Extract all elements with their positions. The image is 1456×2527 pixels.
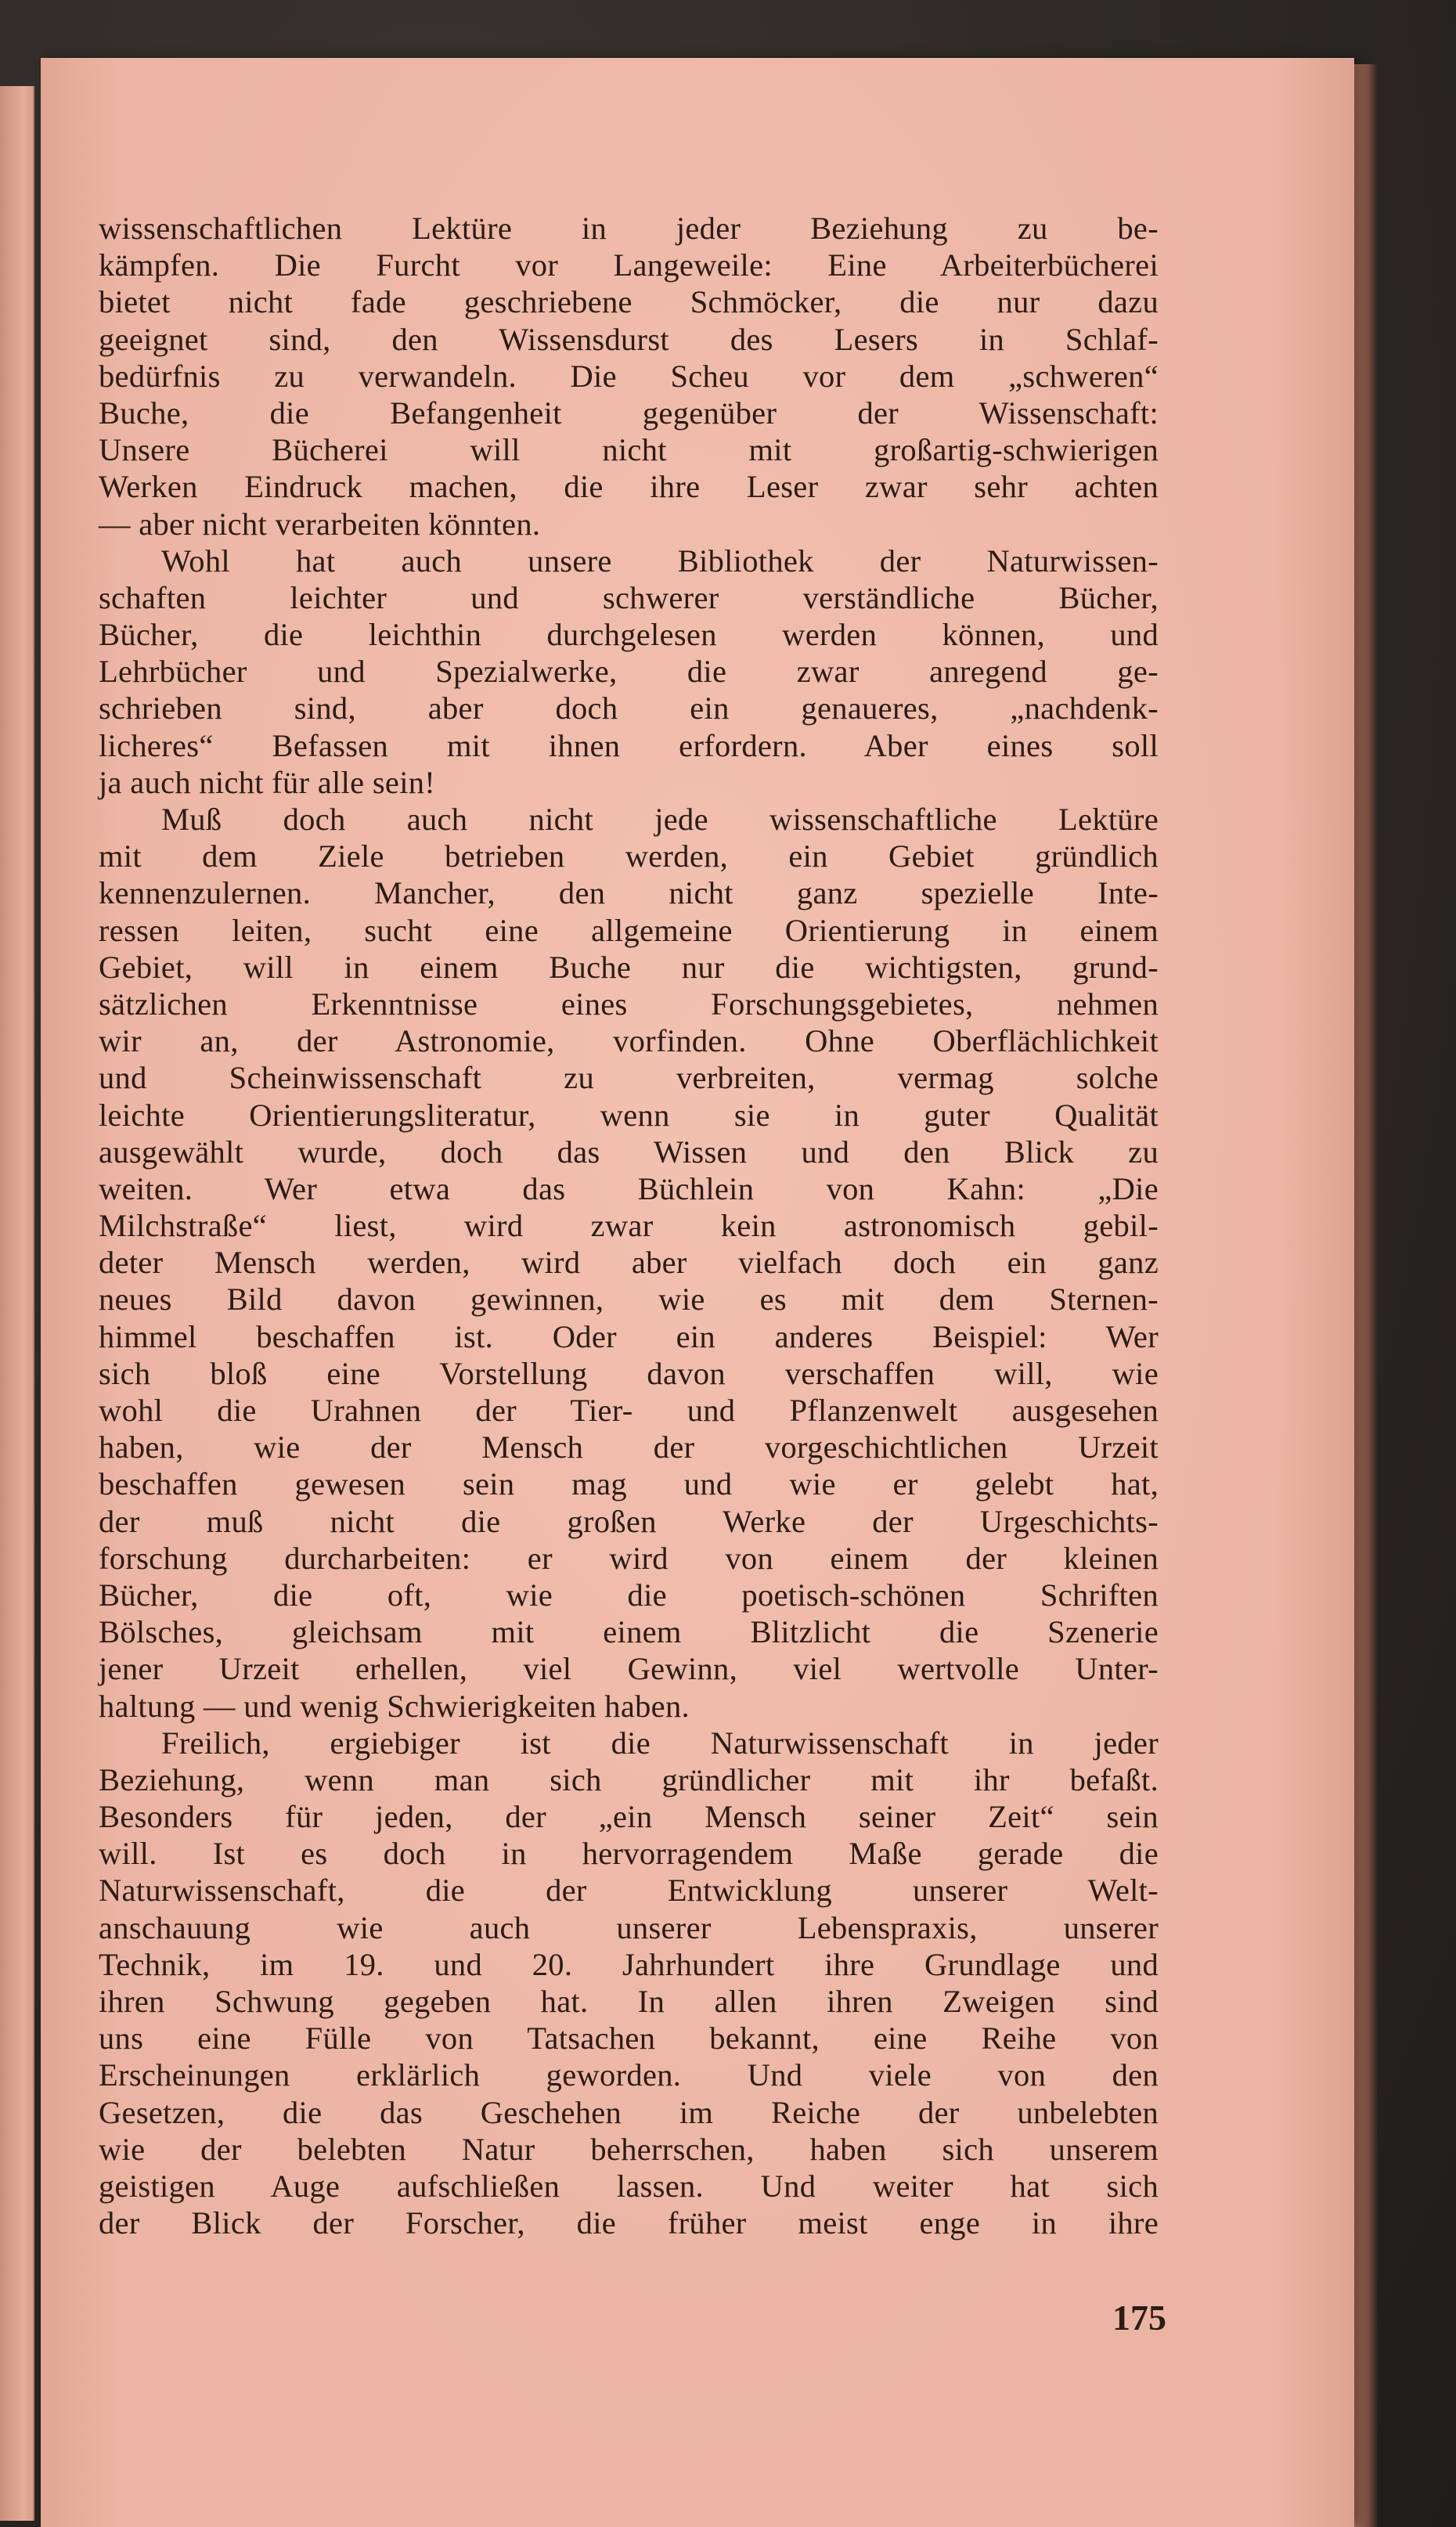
text-line: mit dem Ziele betrieben werden, ein Gebiet gründlich bbox=[99, 838, 1159, 874]
text-line: Erscheinungen erklärlich geworden. Und viele von den bbox=[99, 2057, 1159, 2093]
text-line: Beziehung, wenn man sich gründlicher mit ihr befaßt. bbox=[99, 1761, 1159, 1797]
text-line: ja auch nicht für alle sein! bbox=[99, 764, 436, 800]
text-line: Technik, im 19. und 20. Jahrhundert ihre Grundlage und bbox=[99, 1946, 1159, 1982]
text-line: uns eine Fülle von Tatsachen bekannt, eine Reihe von bbox=[99, 2021, 1159, 2057]
text-line: der muß nicht die großen Werke der Urgeschichts- bbox=[99, 1503, 1159, 1539]
text-line: bedürfnis zu verwandeln. Die Scheu vor dem „schweren“ bbox=[99, 358, 1159, 394]
text-line: wohl die Urahnen der Tier- und Pflanzenwelt ausgesehen bbox=[99, 1393, 1159, 1428]
text-line: licheres“ Befassen mit ihnen erfordern. Aber eines soll bbox=[99, 727, 1159, 763]
text-line: Werken Eindruck machen, die ihre Leser zwar sehr achten bbox=[99, 469, 1159, 505]
paragraph-start-line: Freilich, ergiebiger ist die Naturwissenschaft in jeder bbox=[161, 1725, 1159, 1761]
text-line: wissenschaftlichen Lektüre in jeder Beziehung zu be- bbox=[99, 211, 1159, 246]
text-line: Bölsches, gleichsam mit einem Blitzlicht die Szenerie bbox=[99, 1614, 1159, 1650]
text-line: schrieben sind, aber doch ein genaueres, „nachdenk- bbox=[99, 690, 1159, 726]
paragraph-start-line: Wohl hat auch unsere Bibliothek der Naturwissen- bbox=[161, 543, 1159, 579]
text-line: forschung durcharbeiten: er wird von einem der kleinen bbox=[99, 1540, 1159, 1576]
text-line: himmel beschaffen ist. Oder ein anderes Beispiel: Wer bbox=[99, 1318, 1159, 1354]
text-line: geeignet sind, den Wissensdurst des Lesers in Schlaf- bbox=[99, 321, 1159, 357]
paragraph-start-line: Muß doch auch nicht jede wissenschaftliche Lektüre bbox=[161, 802, 1159, 837]
text-line: weiten. Wer etwa das Büchlein von Kahn: „Die bbox=[99, 1170, 1159, 1206]
text-line: Gesetzen, die das Geschehen im Reiche der unbelebten bbox=[99, 2094, 1159, 2130]
text-line: wie der belebten Natur beherrschen, haben sich unserem bbox=[99, 2131, 1159, 2167]
text-line: Milchstraße“ liest, wird zwar kein astronomisch gebil- bbox=[99, 1208, 1159, 1244]
page-number: 175 bbox=[1112, 2298, 1166, 2338]
text-line: ihren Schwung gegeben hat. In allen ihren Zweigen sind bbox=[99, 1984, 1159, 2019]
text-line: wir an, der Astronomie, vorfinden. Ohne Oberflächlichkeit bbox=[99, 1023, 1159, 1059]
text-line: Bücher, die leichthin durchgelesen werden können, und bbox=[99, 617, 1159, 653]
text-line: Bücher, die oft, wie die poetisch-schönen Schriften bbox=[99, 1577, 1159, 1613]
text-line: ausgewählt wurde, doch das Wissen und den Blick zu bbox=[99, 1134, 1159, 1170]
text-line: der Blick der Forscher, die früher meist enge in ihre bbox=[99, 2205, 1159, 2241]
previous-page-edge bbox=[0, 86, 34, 2521]
text-line: kennenzulernen. Mancher, den nicht ganz spezielle Inte- bbox=[99, 875, 1159, 911]
text-line: haben, wie der Mensch der vorgeschichtlichen Urzeit bbox=[99, 1429, 1159, 1465]
text-line: Gebiet, will in einem Buche nur die wichtigsten, grund- bbox=[99, 949, 1159, 985]
text-line: will. Ist es doch in hervorragendem Maße gerade die bbox=[99, 1836, 1159, 1872]
text-line: und Scheinwissenschaft zu verbreiten, vermag solche bbox=[99, 1060, 1159, 1096]
text-line: — aber nicht verarbeiten könnten. bbox=[99, 506, 541, 542]
text-line: Buche, die Befangenheit gegenüber der Wissenschaft: bbox=[99, 395, 1159, 431]
text-line: Besonders für jeden, der „ein Mensch seiner Zeit“ sein bbox=[99, 1799, 1159, 1835]
text-line: neues Bild davon gewinnen, wie es mit dem Sternen- bbox=[99, 1282, 1159, 1318]
text-line: kämpfen. Die Furcht vor Langeweile: Eine Arbeiterbücherei bbox=[99, 247, 1159, 283]
text-line: Lehrbücher und Spezialwerke, die zwar anregend ge- bbox=[99, 654, 1159, 690]
text-line: ressen leiten, sucht eine allgemeine Orientierung in einem bbox=[99, 912, 1159, 948]
text-line: bietet nicht fade geschriebene Schmöcker, die nur dazu bbox=[99, 284, 1159, 320]
text-line: deter Mensch werden, wird aber vielfach doch ein ganz bbox=[99, 1245, 1159, 1281]
text-line: anschauung wie auch unserer Lebenspraxis, unserer bbox=[99, 1909, 1159, 1945]
text-line: jener Urzeit erhellen, viel Gewinn, viel wertvolle Unter- bbox=[99, 1651, 1159, 1687]
text-line: sätzlichen Erkenntnisse eines Forschungsgebietes, nehmen bbox=[99, 986, 1159, 1022]
text-line: Naturwissenschaft, die der Entwicklung unserer Welt- bbox=[99, 1873, 1159, 1909]
text-line: sich bloß eine Vorstellung davon verschaffen will, wie bbox=[99, 1355, 1159, 1391]
text-line: beschaffen gewesen sein mag und wie er gelebt hat, bbox=[99, 1466, 1159, 1502]
text-line: geistigen Auge aufschließen lassen. Und weiter hat sich bbox=[99, 2168, 1159, 2204]
text-line: schaften leichter und schwerer verständliche Bücher, bbox=[99, 579, 1159, 615]
text-line: Unsere Bücherei will nicht mit großartig-schwierigen bbox=[99, 432, 1159, 468]
text-line: haltung — und wenig Schwierigkeiten haben. bbox=[99, 1688, 690, 1724]
book-page-edge bbox=[1354, 64, 1378, 2527]
text-line: leichte Orientierungsliteratur, wenn sie in guter Qualität bbox=[99, 1097, 1159, 1133]
body-text bbox=[99, 210, 1159, 2241]
